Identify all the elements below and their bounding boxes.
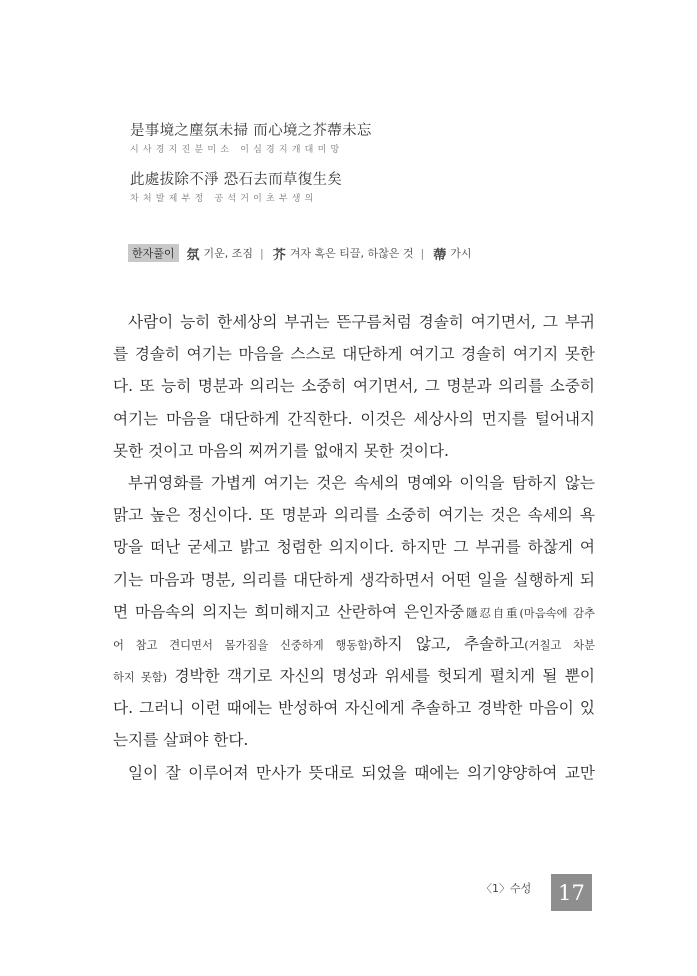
body-line: 사람이 능히 한세상의 부귀는 뜬구름처럼 경솔히 여기면서, 그 부귀 — [128, 313, 595, 331]
body-line — [113, 596, 595, 628]
body-line: 맑고 높은 정신이다. 또 명분과 의리를 소중히 여기는 것은 속세의 욕 — [113, 506, 595, 525]
glossary-meaning-1: 기운, 조짐 — [203, 247, 254, 260]
glossary-char-2: 芥 — [272, 247, 286, 263]
body-line: 다. 그러니 이런 때에는 반성하여 자신에게 추솔하고 경박한 마음이 있 — [113, 699, 595, 718]
body-line: 부귀영화를 가볍게 여기는 것은 속세의 명예와 이익을 탐하지 않는 — [128, 473, 595, 492]
body-line: 기는 마음과 명분, 의리를 대단하게 생각하면서 어떤 일을 실행하게 되 — [113, 570, 595, 589]
chapter-label: 〈1〉수성 — [481, 882, 532, 895]
body-line: 다. 또 능히 명분과 의리는 소중히 여기면서, 그 명분과 의리를 소중히 — [113, 377, 595, 396]
body-line-text: 경박한 객기로 자신의 명성과 위세를 헛되게 펼치게 될 뿐이 — [167, 667, 595, 686]
verse-2-hanja: 此處拔除不淨 恐石去而草復生矣 — [130, 172, 343, 188]
verse-1-hanja: 是事境之塵氛未掃 而心境之芥蔕未忘 — [130, 123, 372, 139]
verse-1 — [130, 119, 372, 155]
glossary-char-3: 蔕 — [433, 247, 447, 263]
body-line: 는지를 살펴야 한다. — [113, 731, 249, 750]
body-line-note: 어 참고 견디면서 몸가짐을 신중하게 행동함) — [113, 638, 373, 652]
body-line: 일이 잘 이루어져 만사가 뜻대로 되었을 때에는 의기양양하여 교만 — [128, 763, 595, 782]
glossary-meaning-3: 가시 — [450, 247, 472, 260]
glossary-tag: 한자풀이 — [128, 244, 179, 262]
page-number: 17 — [551, 874, 592, 911]
glossary-char-1: 氛 — [186, 247, 200, 263]
body-line: 를 경솔히 여기는 마음을 스스로 대단하게 여기고 경솔히 여기지 못한 — [113, 345, 595, 364]
body-line — [113, 628, 595, 660]
body-line-text: 하지 않고, 추솔하고 — [372, 634, 525, 653]
body-line: 여기는 마음을 대단하게 간직한다. 이것은 세상사의 먼지를 털어내지 — [113, 409, 595, 428]
body-line-note: 隱忍自重(마음속에 감추 — [464, 606, 595, 620]
body-line: 못한 것이고 마음의 찌꺼기를 없애지 못한 것이다. — [113, 441, 449, 460]
glossary-separator: | — [260, 246, 264, 260]
body-line-text: 면 마음속의 의지는 희미해지고 산란하여 은인자중 — [113, 602, 465, 621]
body-line-note: 하지 못함) — [113, 671, 168, 685]
body-text — [113, 306, 595, 789]
verse-2-reading: 차처발제부정 공석거이초부생의 — [130, 194, 318, 204]
hanja-glossary — [128, 244, 472, 262]
verse-2 — [130, 168, 342, 204]
verse-1-reading: 시사경지진분미소 이심경지개대미망 — [130, 145, 344, 155]
body-line: 망을 떠난 굳세고 밝고 청렴한 의지이다. 하지만 그 부귀를 하찮게 여 — [113, 538, 595, 557]
body-line-note: (거칠고 차분 — [524, 638, 595, 652]
glossary-meaning-2: 겨자 혹은 티끌, 하찮은 것 — [289, 247, 414, 260]
glossary-separator: | — [420, 246, 425, 260]
body-line — [113, 660, 595, 692]
